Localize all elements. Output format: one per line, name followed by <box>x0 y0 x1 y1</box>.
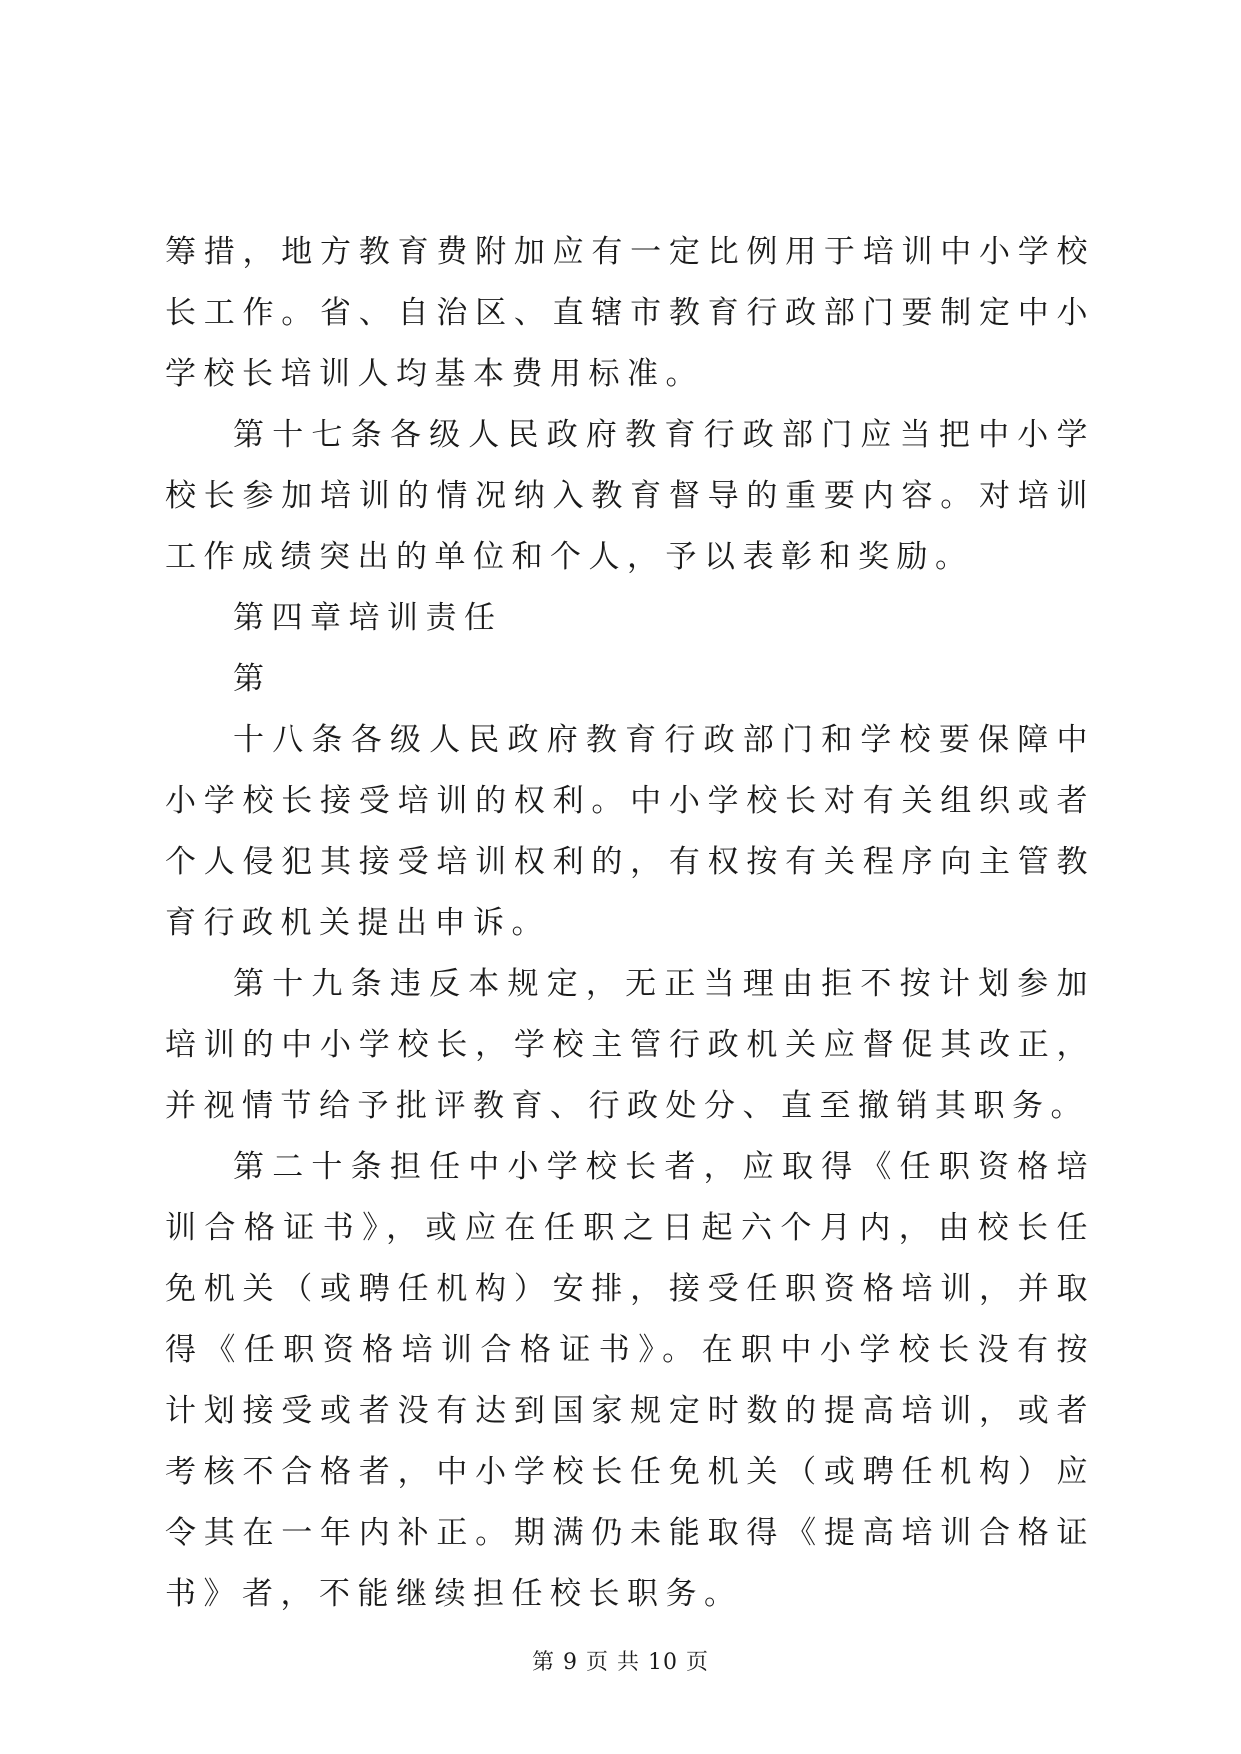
paragraph-article-17: 第十七条各级人民政府教育行政部门应当把中小学校长参加培训的情况纳入教育督导的重要内容。对培训工作成绩突出的单位和个人，予以表彰和奖励。 <box>165 417 1095 575</box>
paragraph-article-19: 第十九条违反本规定，无正当理由拒不按计划参加培训的中小学校长，学校主管行政机关应督促其改正，并视情节给予批评教育、行政处分、直至撤销其职务。 <box>165 966 1095 1124</box>
paragraph-1: 筹措，地方教育费附加应有一定比例用于培训中小学校长工作。省、自治区、直辖市教育行政部门要制定中小学校长培训人均基本费用标准。 <box>165 234 1095 392</box>
paragraph-article-18: 十八条各级人民政府教育行政部门和学校要保障中小学校长接受培训的权利。中小学校长对有关组织或者个人侵犯其接受培训权利的，有权按有关程序向主管教育行政机关提出申诉。 <box>165 722 1095 941</box>
paragraph-article-20: 第二十条担任中小学校长者，应取得《任职资格培训合格证书》，或应在任职之日起六个月内，由校长任免机关（或聘任机构）安排，接受任职资格培训，并取得《任职资格培训合格证书》。在职中小学校长没有按计划接受或者没有达到国家规定时数的提高培训，或者考核不合格者，中小学校长任免机关（或聘任机构）应令其在一年内补正。期满仍未能取得《提高培训合格证书》者，不能继续担任校长职务。 <box>165 1149 1095 1612</box>
page-footer <box>0 1645 1241 1676</box>
paragraph-fragment: 第 <box>233 661 272 697</box>
page-number: 第 9 页 共 10 页 <box>532 1650 709 1675</box>
document-body <box>165 222 1095 1625</box>
chapter-heading: 第四章培训责任 <box>233 600 503 636</box>
